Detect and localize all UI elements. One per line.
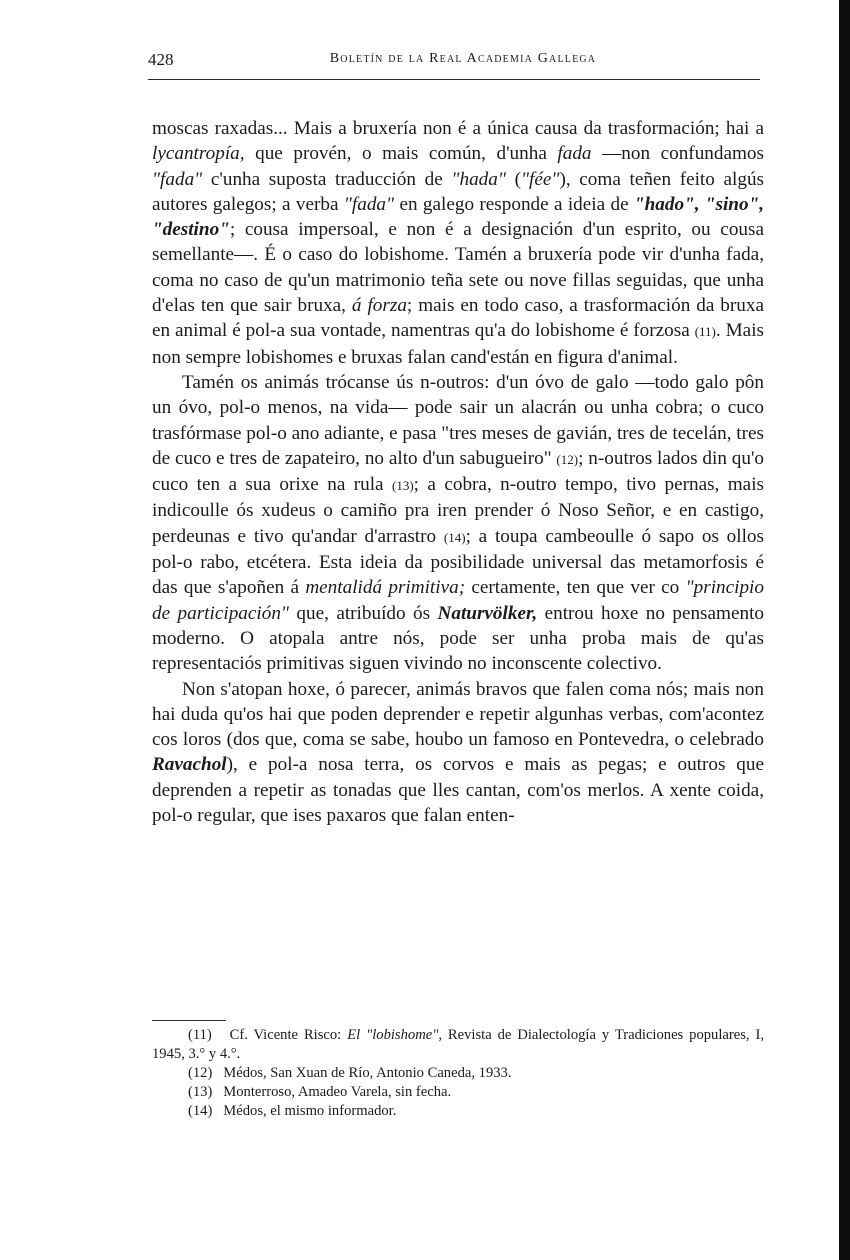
footnote-ref: (14) (443, 529, 466, 545)
page-number: 428 (148, 50, 174, 69)
book-spine-edge (839, 0, 850, 1260)
footnote-ref: (11) (694, 324, 716, 340)
footnote-12: (12) Médos, San Xuan de Río, Antonio Caneda, 1933. (188, 1065, 512, 1081)
footnote-13: (13) Monterroso, Amadeo Varela, sin fecha. (188, 1084, 452, 1100)
paragraph-2: Tamén os animás trócanse ús n-outros: d'un óvo de galo —todo galo pôn un óvo, pol-o menos, na vida— pode sair un alacrán ou unha cobra; o cuco trasfórmase pol-o ano adiante, e pasa "tres meses de gavián, tres de tecelán, tres de cuco e tres de zapateiro, no alto d'un sabugueiro" (12); n-outros lados din qu'o cuco ten a sua orixe na rula (13); a cobra, n-outro tempo, tivo pernas, mais indicoulle ós xudeus o camiño pra iren prender ó Noso Señor, e en castigo, perdeunas e tivo qu'andar d'arrastro (14); a toupa cambeoulle ó sapo os ollos pol-o rabo, etcétera. Esta ideia da posibilidade universal das metamorfosis é das que s'apoñen á mentalidá primitiva; certamente, ten que ver co "principio de participación" que, atribuído ós Naturvölker, entrou hoxe no pensamento moderno. O atopala antre nós, pode ser unha proba mais de qu'as representaciós primitivas siguen vivindo no inconscente colectivo. (152, 371, 765, 675)
body-text (152, 116, 764, 828)
footnote-ref: (13) (392, 478, 414, 494)
footnotes (152, 1026, 764, 1121)
paragraph-1: moscas raxadas... Mais a bruxería non é a única causa da trasformación; hai a lycantropía, que provén, o mais común, d'unha fada —non confundamos "fada" c'unha suposta traducción de "hada" ("fée"), coma teñen feito algús autores galegos; a verba "fada" en galego responde a ideia de "hado", "sino", "destino"; cousa impersoal, e non é a designación d'un esprito, ou cousa semellante—. É o caso do lobishome. Tamén a bruxería pode vir d'unha fada, coma no caso de qu'un matrimonio teña sete ou nove fillas seguidas, que unha d'elas ten que sair bruxa, á forza; mais en todo caso, a trasformación da bruxa en animal é pol-a sua vontade, namentras qu'a do lobishome é forzosa (11). Mais non sempre lobishomes e bruxas falan cand'están en figura d'animal. (152, 118, 765, 368)
footnote-11: (11) Cf. Vicente Risco: El "lobishome", Revista de Dialectología y Tradiciones populares, I, 1945, 3.° y 4.°. (152, 1027, 764, 1062)
page-header (148, 50, 760, 74)
footnote-rule (152, 1020, 226, 1021)
footnote-ref: (12) (556, 451, 579, 467)
footnote-14: (14) Médos, el mismo informador. (188, 1103, 397, 1119)
header-rule (148, 79, 760, 80)
running-title: Boletín de la Real Academia Gallega (329, 51, 597, 66)
paragraph-3: Non s'atopan hoxe, ó parecer, animás bravos que falen coma nós; mais non hai duda qu'os hai que poden deprender e repetir algunhas verbas, com'acontez cos loros (dos que, coma se sabe, houbo un famoso en Pontevedra, o celebrado Ravachol), e pol-a nosa terra, os corvos e mais as pegas; e outros que deprenden a repetir as tonadas que lles cantan, com'os merlos. A xente coida, pol-o regular, que ises paxaros que falan enten- (152, 678, 764, 827)
